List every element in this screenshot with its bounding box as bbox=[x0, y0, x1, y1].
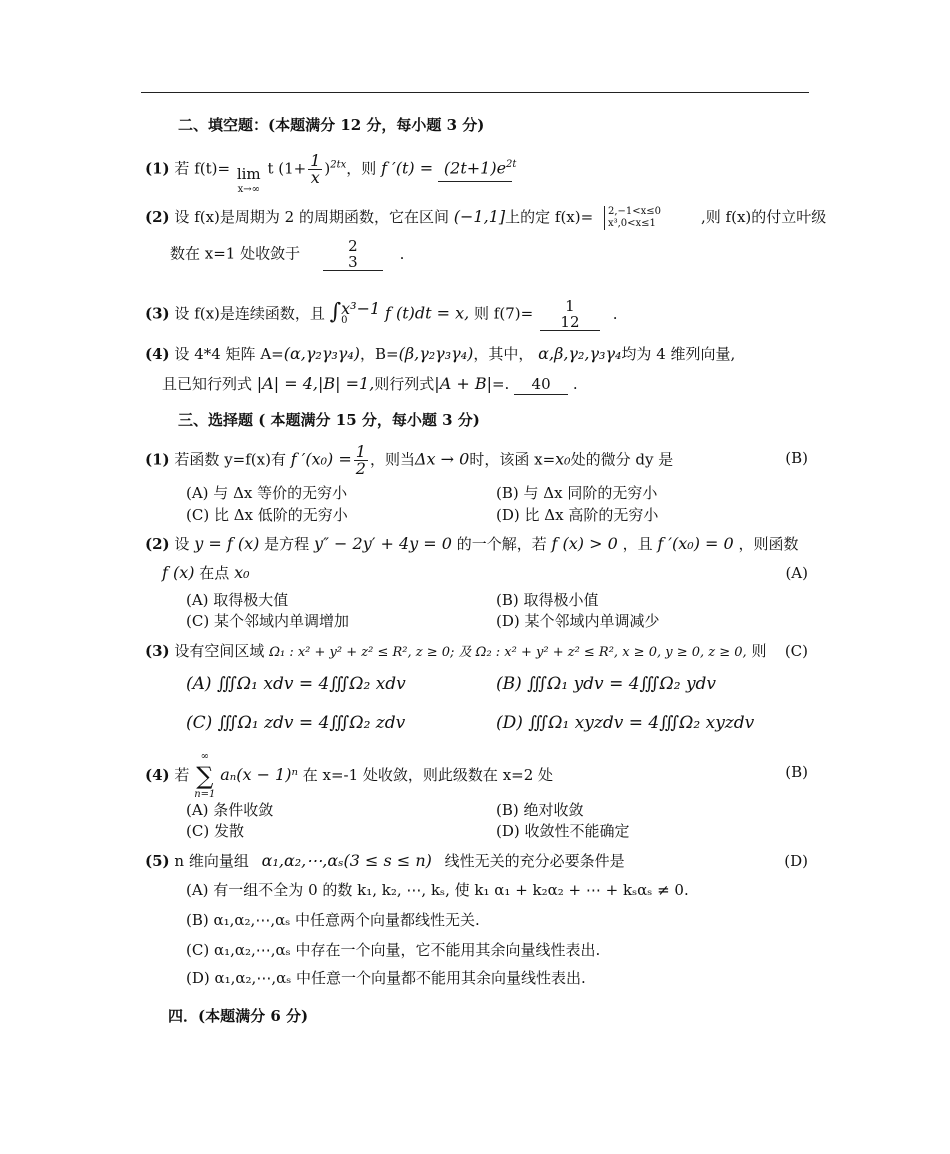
fill-q1-answer: $(2t+1)e^{2t}$ bbox=[438, 152, 512, 182]
piecewise-definition: 2,−1<x≤0 x³,0<x≤1 bbox=[604, 206, 661, 230]
choice-q2-option-c: (C) 某个邻域内单调增加 bbox=[186, 612, 349, 630]
choice-q3-answer: (C) bbox=[784, 642, 808, 660]
section-3-heading: 三、选择题 ( 本题满分 15 分，每小题 3 分) bbox=[178, 411, 480, 429]
choice-q3: (3) 设有空间区域 Ω₁ : x² + y² + z² ≤ R², z ≥ 0; 及 Ω₂ : x² + y² + z² ≤ R², x ≥ 0, y ≥ 0, z ≥ 0, 则 bbox=[145, 642, 767, 660]
integral-sign: ∫ bbox=[329, 299, 342, 325]
fill-q4-answer: 40 bbox=[514, 374, 568, 395]
fill-q3-answer: 1 12 bbox=[540, 298, 600, 331]
choice-q3-option-d: (D) ∭Ω₁ xyzdv = 4∭Ω₂ xyzdv bbox=[496, 713, 755, 733]
fill-q4-cont: 且已知行列式 |A| = 4,|B| =1,则行列式|A + B|=. 40 . bbox=[162, 374, 578, 393]
choice-q5: (5) n 维向量组 α₁,α₂,⋯,αₛ(3 ≤ s ≤ n) 线性无关的充分必要条件是 bbox=[145, 851, 625, 870]
choice-q2-option-b: (B) 取得极小值 bbox=[496, 591, 599, 609]
choice-q4-option-a: (A) 条件收敛 bbox=[186, 801, 274, 819]
choice-q2-option-a: (A) 取得极大值 bbox=[186, 591, 289, 609]
choice-q4: (4) 若 ∞ ∑ n=1 aₙ(x − 1)ⁿ 在 x=-1 处收敛，则此级数在 x=2 处 bbox=[145, 751, 554, 800]
choice-q2: (2) 设 y = f (x) 是方程 y″ − 2y′ + 4y = 0 的一个解，若 f (x) > 0 ，且 f ′(x₀) = 0 ，则函数 bbox=[145, 534, 799, 553]
choice-q1-answer: (B) bbox=[785, 449, 808, 467]
choice-q3-option-c: (C) ∭Ω₁ zdv = 4∭Ω₂ zdv bbox=[186, 713, 406, 733]
choice-q4-option-b: (B) 绝对收敛 bbox=[496, 801, 584, 819]
choice-q2-option-d: (D) 某个邻域内单调减少 bbox=[496, 612, 660, 630]
choice-q3-option-b: (B) ∭Ω₁ ydv = 4∭Ω₂ ydv bbox=[496, 674, 717, 694]
choice-q5-option-d: (D) α₁,α₂,⋯,αₛ 中任意一个向量都不能用其余向量线性表出. bbox=[186, 969, 586, 987]
fill-q2: (2) 设 f(x)是周期为 2 的周期函数，它在区间 (−1,1]上的定 f(x)= 2,−1<x≤0 x³,0<x≤1 ,则 f(x)的付立叶级 bbox=[145, 206, 827, 229]
choice-q5-option-c: (C) α₁,α₂,⋯,αₛ 中存在一个向量，它不能用其余向量线性表出. bbox=[186, 941, 601, 959]
fill-q3: (3) 设 f(x)是连续函数，且 ∫ x³−1 0 f (t)dt = x, 则 f(7)= 1 12 . bbox=[145, 297, 618, 331]
choice-q5-option-b: (B) α₁,α₂,⋯,αₛ 中任意两个向量都线性无关. bbox=[186, 911, 480, 929]
choice-q1-option-d: (D) 比 Δx 高阶的无穷小 bbox=[496, 506, 659, 524]
fill-q4: (4) 设 4*4 矩阵 A=(α,γ₂γ₃γ₄)，B=(β,γ₂γ₃γ₄)，其中， α,β,γ₂,γ₃γ₄均为 4 维列向量, bbox=[145, 344, 736, 363]
choice-q1: (1) 若函数 y=f(x)有 f ′(x₀) = $\frac{1}{2}$ ，则当Δx → 0时，该函 x=x₀处的微分 dy 是 bbox=[145, 442, 674, 478]
choice-q4-option-c: (C) 发散 bbox=[186, 822, 244, 840]
section-4-heading: 四．(本题满分 6 分) bbox=[168, 1007, 309, 1025]
choice-q5-answer: (D) bbox=[784, 852, 808, 870]
choice-q2-answer: (A) bbox=[785, 564, 808, 582]
choice-q1-option-b: (B) 与 Δx 同阶的无穷小 bbox=[496, 484, 658, 502]
section-2-heading: 二、填空题：(本题满分 12 分，每小题 3 分) bbox=[178, 116, 485, 134]
fill-q1: (1) 若 f(t)= lim x→∞ t (1+ $\frac{1}{x}$ )$^{2tx}$，则 f $'(t) = (2t+1)e^{2t}$ bbox=[145, 150, 517, 196]
summation-sign: ∞ ∑ n=1 bbox=[194, 751, 216, 800]
choice-q3-option-a: (A) ∭Ω₁ xdv = 4∭Ω₂ xdv bbox=[186, 674, 406, 694]
choice-q2-cont: f (x) 在点 x₀ bbox=[162, 563, 250, 582]
header-rule bbox=[141, 92, 809, 93]
choice-q1-option-a: (A) 与 Δx 等价的无穷小 bbox=[186, 484, 348, 502]
choice-q5-option-a: (A) 有一组不全为 0 的数 k₁, k₂, ⋯, kₛ, 使 k₁ α₁ + k₂α₂ + ⋯ + kₛαₛ ≠ 0. bbox=[186, 881, 689, 899]
fill-q2-cont: 数在 x=1 处收敛于 2 3 . bbox=[170, 237, 405, 271]
choice-q4-answer: (B) bbox=[785, 763, 808, 781]
choice-q1-option-c: (C) 比 Δx 低阶的无穷小 bbox=[186, 506, 348, 524]
fill-q2-answer: 2 3 bbox=[323, 238, 383, 271]
choice-q4-option-d: (D) 收敛性不能确定 bbox=[496, 822, 630, 840]
